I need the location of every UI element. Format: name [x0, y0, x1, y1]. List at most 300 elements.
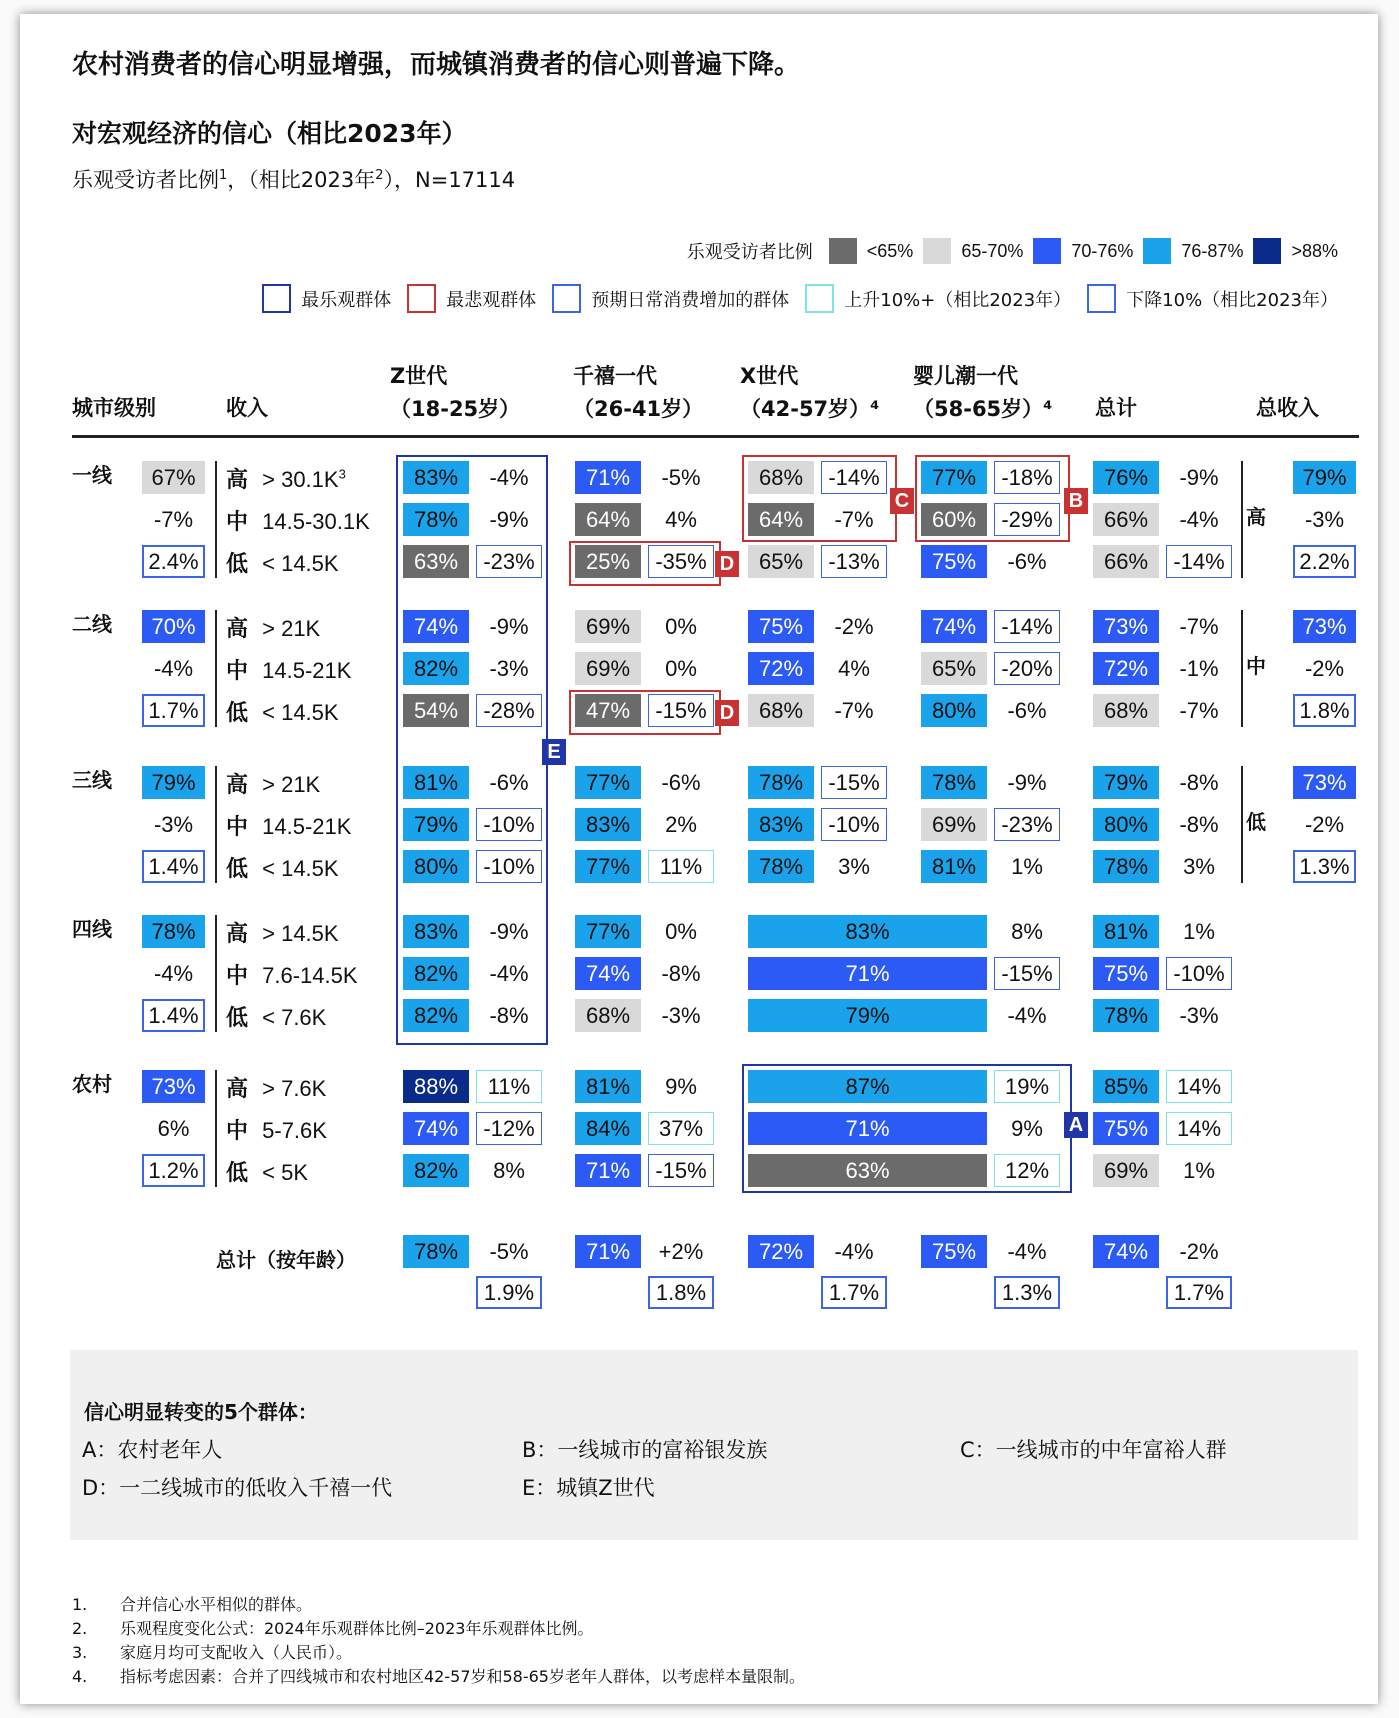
legend-swatch	[1143, 238, 1171, 264]
value-cell: 76%	[1093, 461, 1159, 494]
merged-value-bar: 71%	[748, 957, 987, 990]
change-cell: -15%	[821, 766, 887, 799]
value-cell: 85%	[1093, 1070, 1159, 1103]
tier-value-cell: 70%	[142, 610, 205, 643]
change-cell: -7%	[834, 506, 874, 532]
change-cell: -10%	[821, 808, 887, 841]
value-cell: 64%	[575, 503, 641, 536]
income-group-value: 79%	[1293, 461, 1356, 494]
value-cell: 78%	[1093, 850, 1159, 883]
income-row-label	[226, 917, 339, 948]
chart-title: 对宏观经济的信心（相比2023年）	[72, 119, 467, 148]
total-change-cell: -4%	[1007, 1238, 1047, 1264]
change-cell: -9%	[489, 613, 529, 639]
tier-spend-cell: 1.7%	[142, 694, 205, 727]
totals-by-age-label: 总计（按年龄）	[216, 1248, 356, 1272]
change-cell: 14%	[1166, 1112, 1232, 1145]
legend-label: 最悲观群体	[446, 289, 537, 311]
income-row-label	[226, 612, 320, 643]
value-cell: 72%	[748, 652, 814, 685]
legend-scale-item	[1143, 238, 1243, 264]
total-spend-cell: 1.7%	[1166, 1276, 1232, 1309]
value-cell: 74%	[403, 1112, 469, 1145]
total-change-cell: -4%	[834, 1238, 874, 1264]
change-cell: -7%	[834, 697, 874, 723]
change-cell: -3%	[489, 655, 529, 681]
change-cell: -2%	[834, 613, 874, 639]
value-cell: 69%	[575, 652, 641, 685]
tier-change-cell: -3%	[153, 811, 194, 837]
legend-label: 下降10%（相比2023年）	[1126, 289, 1338, 311]
tier-spend-cell: 1.2%	[142, 1154, 205, 1187]
tier-change-cell: 6%	[157, 1115, 190, 1141]
value-cell: 77%	[575, 850, 641, 883]
note-e: E：城镇Z世代	[522, 1476, 655, 1500]
legend-label: 预期日常消费增加的群体	[591, 289, 790, 311]
change-cell: 8%	[1011, 918, 1043, 944]
total-change-cell: -2%	[1179, 1238, 1219, 1264]
value-cell: 68%	[748, 461, 814, 494]
value-cell: 71%	[575, 1154, 641, 1187]
value-cell: 68%	[575, 999, 641, 1032]
change-cell: 8%	[493, 1157, 525, 1183]
income-range: > 21K	[256, 772, 321, 797]
change-cell: -4%	[489, 464, 529, 490]
total-value-cell: 75%	[921, 1235, 987, 1268]
change-cell: -8%	[1179, 769, 1219, 795]
change-cell: -10%	[476, 850, 542, 883]
value-cell: 81%	[1093, 915, 1159, 948]
income-group-label: 高	[1246, 505, 1266, 529]
tier-divider	[215, 766, 217, 883]
income-level: 低	[226, 552, 249, 577]
tier-divider	[215, 461, 217, 578]
income-range: > 7.6K	[256, 1076, 327, 1101]
header-rule	[72, 435, 1359, 438]
legend-scale-item	[1253, 238, 1338, 264]
value-cell: 69%	[1093, 1154, 1159, 1187]
tier-spend-cell: 2.4%	[142, 545, 205, 578]
change-cell: 14%	[1166, 1070, 1232, 1103]
income-range: 14.5-21K	[256, 814, 352, 839]
legend-scale-label: 乐观受访者比例	[686, 242, 813, 263]
value-cell: 80%	[921, 694, 987, 727]
tier-value-cell: 73%	[142, 1070, 205, 1103]
income-level: 中	[226, 964, 249, 989]
legend-scale	[687, 238, 1338, 264]
change-cell: -4%	[1179, 506, 1219, 532]
total-spend-cell: 1.3%	[994, 1276, 1060, 1309]
group-e-box	[396, 455, 548, 1045]
income-level: 高	[226, 773, 249, 798]
legend-label: <65%	[866, 240, 914, 261]
income-level: 高	[226, 1077, 249, 1102]
tier-change-cell: -7%	[153, 506, 194, 532]
tier-change-cell: -4%	[153, 960, 194, 986]
group-c-marker: C	[890, 488, 914, 514]
change-cell: -6%	[661, 769, 701, 795]
value-cell: 72%	[1093, 652, 1159, 685]
income-level: 高	[226, 922, 249, 947]
value-cell: 78%	[748, 850, 814, 883]
income-level: 高	[226, 468, 249, 493]
group-d-box-2	[569, 690, 721, 735]
value-cell: 74%	[921, 610, 987, 643]
income-row-label	[226, 547, 339, 578]
income-group-change: -3%	[1304, 506, 1345, 532]
value-cell: 81%	[403, 766, 469, 799]
income-row-label	[226, 505, 370, 536]
legend-scale-item	[923, 238, 1023, 264]
value-cell: 69%	[575, 610, 641, 643]
total-change-cell: +2%	[658, 1238, 704, 1264]
change-cell: -14%	[821, 461, 887, 494]
value-cell: 82%	[403, 999, 469, 1032]
legend-box-item	[407, 284, 536, 313]
tier-name: 四线	[72, 917, 112, 941]
change-cell: -14%	[1166, 545, 1232, 578]
change-cell: 0%	[665, 655, 697, 681]
tier-name: 农村	[72, 1072, 112, 1096]
total-value-cell: 71%	[575, 1235, 641, 1268]
value-cell: 75%	[1093, 1112, 1159, 1145]
income-range: > 21K	[256, 616, 321, 641]
value-cell: 68%	[1093, 694, 1159, 727]
tier-divider	[215, 915, 217, 1032]
income-row-label	[226, 463, 346, 494]
note-c: C：一线城市的中年富裕人群	[960, 1438, 1227, 1462]
legend-label: >88%	[1291, 240, 1338, 261]
change-cell: 3%	[838, 853, 870, 879]
change-cell: 0%	[665, 918, 697, 944]
value-cell: 81%	[921, 850, 987, 883]
income-range: < 5K	[256, 1160, 308, 1185]
tier-name: 一线	[72, 463, 112, 487]
legend-box-swatch	[407, 284, 436, 313]
income-range: 7.6-14.5K	[256, 963, 358, 988]
legend-box-swatch	[262, 284, 291, 313]
income-row-label	[226, 696, 339, 727]
tier-name: 二线	[72, 612, 112, 636]
report-card	[20, 14, 1378, 1704]
value-cell: 74%	[403, 610, 469, 643]
income-range: 5-7.6K	[256, 1118, 327, 1143]
change-cell: -23%	[476, 545, 542, 578]
header-millennial: 千禧一代 （26-41岁）	[573, 364, 704, 421]
group-d-marker-1: D	[715, 551, 739, 577]
change-cell: -13%	[821, 545, 887, 578]
change-cell: -18%	[994, 461, 1060, 494]
value-cell: 75%	[921, 545, 987, 578]
change-cell: -5%	[661, 464, 701, 490]
income-group-divider	[1241, 610, 1243, 727]
income-group-spend: 1.3%	[1293, 850, 1356, 883]
change-cell: 19%	[994, 1070, 1060, 1103]
legend-label: 65-70%	[961, 240, 1024, 261]
chart-subtitle: 乐观受访者比例$^1$，（相比2023年$^2$），N=17114	[72, 168, 516, 192]
value-cell: 77%	[575, 915, 641, 948]
value-cell: 83%	[403, 461, 469, 494]
income-group-divider	[1241, 766, 1243, 883]
tier-value-cell: 67%	[142, 461, 205, 494]
group-b-box	[915, 455, 1070, 542]
change-cell: -6%	[1007, 548, 1047, 574]
legend-box-item	[1087, 284, 1338, 313]
value-cell: 75%	[748, 610, 814, 643]
change-cell: -7%	[1179, 613, 1219, 639]
income-level: 高	[226, 617, 249, 642]
value-cell: 88%	[403, 1070, 469, 1103]
change-cell: -8%	[1179, 811, 1219, 837]
value-cell: 71%	[575, 461, 641, 494]
income-level: 中	[226, 510, 249, 535]
value-cell: 77%	[921, 461, 987, 494]
change-cell: 37%	[648, 1112, 714, 1145]
change-cell: -8%	[661, 960, 701, 986]
change-cell: -3%	[661, 1002, 701, 1028]
tier-spend-cell: 1.4%	[142, 999, 205, 1032]
change-cell: -9%	[489, 918, 529, 944]
change-cell: -8%	[489, 1002, 529, 1028]
income-range: > 14.5K	[256, 921, 339, 946]
income-row-label	[226, 1114, 327, 1145]
header-city-level: 城市级别	[72, 396, 156, 420]
tier-value-cell: 79%	[142, 766, 205, 799]
change-cell: -28%	[476, 694, 542, 727]
footnote-2: 2. 乐观程度变化公式：2024年乐观群体比例–2023年乐观群体比例。	[72, 1619, 594, 1638]
change-cell: -6%	[1007, 697, 1047, 723]
income-row-label	[226, 1156, 308, 1187]
income-group-change: -2%	[1304, 811, 1345, 837]
merged-value-bar: 87%	[748, 1070, 987, 1103]
change-cell: -1%	[1179, 655, 1219, 681]
value-cell: 74%	[575, 957, 641, 990]
income-level: 低	[226, 1006, 249, 1031]
value-cell: 25%	[575, 545, 641, 578]
income-row-label	[226, 852, 339, 883]
value-cell: 73%	[1093, 610, 1159, 643]
change-cell: 2%	[665, 811, 697, 837]
total-spend-cell: 1.8%	[648, 1276, 714, 1309]
income-row-label	[226, 1001, 326, 1032]
note-a: A：农村老年人	[82, 1438, 223, 1462]
total-value-cell: 72%	[748, 1235, 814, 1268]
value-cell: 75%	[1093, 957, 1159, 990]
total-value-cell: 78%	[403, 1235, 469, 1268]
change-cell: 4%	[665, 506, 697, 532]
legend-box-swatch	[1087, 284, 1116, 313]
change-cell: -15%	[648, 1154, 714, 1187]
value-cell: 69%	[921, 808, 987, 841]
header-total-income: 总收入	[1256, 396, 1319, 420]
income-range: < 7.6K	[256, 1005, 327, 1030]
header-boomer: 婴儿潮一代 （58-65岁）⁴	[913, 364, 1053, 421]
group-d-marker-2: D	[715, 700, 739, 726]
income-level: 低	[226, 1161, 249, 1186]
header-total: 总计	[1095, 396, 1137, 420]
change-cell: 12%	[994, 1154, 1060, 1187]
legend-swatch	[923, 238, 951, 264]
change-cell: -29%	[994, 503, 1060, 536]
change-cell: -9%	[489, 506, 529, 532]
change-cell: -20%	[994, 652, 1060, 685]
value-cell: 63%	[403, 545, 469, 578]
income-level: 低	[226, 701, 249, 726]
change-cell: 4%	[838, 655, 870, 681]
change-cell: -14%	[994, 610, 1060, 643]
income-group-spend: 2.2%	[1293, 545, 1356, 578]
income-group-label: 低	[1246, 810, 1266, 834]
total-spend-cell: 1.9%	[476, 1276, 542, 1309]
value-cell: 60%	[921, 503, 987, 536]
value-cell: 65%	[921, 652, 987, 685]
change-cell: 1%	[1183, 918, 1215, 944]
value-cell: 83%	[575, 808, 641, 841]
change-cell: -15%	[994, 957, 1060, 990]
income-level: 中	[226, 815, 249, 840]
income-row-label	[226, 959, 358, 990]
value-cell: 78%	[1093, 999, 1159, 1032]
income-range: < 14.5K	[256, 856, 339, 881]
income-row-label	[226, 654, 351, 685]
value-cell: 83%	[748, 808, 814, 841]
legend-box-item	[262, 284, 391, 313]
change-cell: -10%	[1166, 957, 1232, 990]
legend-swatch	[1033, 238, 1061, 264]
value-cell: 78%	[403, 503, 469, 536]
value-cell: 80%	[1093, 808, 1159, 841]
tier-name: 三线	[72, 768, 112, 792]
legend-label: 最乐观群体	[301, 289, 392, 311]
merged-value-bar: 63%	[748, 1154, 987, 1187]
tier-value-cell: 78%	[142, 915, 205, 948]
value-cell: 82%	[403, 652, 469, 685]
change-cell: -9%	[1007, 769, 1047, 795]
value-cell: 79%	[1093, 766, 1159, 799]
footnote-4: 4. 指标考虑因素：合并了四线城市和农村地区42-57岁和58-65岁老年人群体，以考虑样本量限制。	[72, 1667, 805, 1686]
legend-box-swatch	[552, 284, 581, 313]
income-group-divider	[1241, 461, 1243, 578]
income-group-value: 73%	[1293, 766, 1356, 799]
income-row-label	[226, 810, 351, 841]
header-genz: Z世代 （18-25岁）	[390, 364, 521, 421]
merged-value-bar: 83%	[748, 915, 987, 948]
total-value-cell: 74%	[1093, 1235, 1159, 1268]
group-a-marker: A	[1064, 1112, 1088, 1138]
value-cell: 78%	[921, 766, 987, 799]
group-e-marker: E	[542, 739, 566, 765]
value-cell: 81%	[575, 1070, 641, 1103]
value-cell: 47%	[575, 694, 641, 727]
legend-box-item	[805, 284, 1071, 313]
income-group-spend: 1.8%	[1293, 694, 1356, 727]
value-cell: 79%	[403, 808, 469, 841]
change-cell: -10%	[476, 808, 542, 841]
merged-value-bar: 71%	[748, 1112, 987, 1145]
tier-spend-cell: 1.4%	[142, 850, 205, 883]
change-cell: 11%	[476, 1070, 542, 1103]
income-footnote-ref: 3	[338, 466, 346, 482]
legend-swatch	[829, 238, 857, 264]
tier-change-cell: -4%	[153, 655, 194, 681]
change-cell: -35%	[648, 545, 714, 578]
note-b: B：一线城市的富裕银发族	[522, 1438, 768, 1462]
group-a-box	[742, 1064, 1072, 1193]
value-cell: 82%	[403, 957, 469, 990]
value-cell: 80%	[403, 850, 469, 883]
notes-title: 信心明显转变的5个群体：	[84, 1400, 318, 1424]
legend-label: 70-76%	[1071, 240, 1134, 261]
legend-box-swatch	[805, 284, 834, 313]
income-row-label	[226, 768, 320, 799]
value-cell: 65%	[748, 545, 814, 578]
change-cell: -9%	[1179, 464, 1219, 490]
change-cell: -6%	[489, 769, 529, 795]
change-cell: 0%	[665, 613, 697, 639]
income-level: 低	[226, 857, 249, 882]
change-cell: -23%	[994, 808, 1060, 841]
legend-label: 上升10%+（相比2023年）	[844, 289, 1072, 311]
change-cell: 1%	[1183, 1157, 1215, 1183]
value-cell: 66%	[1093, 503, 1159, 536]
header-income: 收入	[226, 396, 268, 420]
header-genx: X世代 （42-57岁）⁴	[740, 364, 880, 421]
value-cell: 84%	[575, 1112, 641, 1145]
headline: 农村消费者的信心明显增强，而城镇消费者的信心则普遍下降。	[72, 50, 801, 80]
income-level: 中	[226, 659, 249, 684]
change-cell: 11%	[648, 850, 714, 883]
value-cell: 54%	[403, 694, 469, 727]
change-cell: 9%	[1011, 1115, 1043, 1141]
income-range: < 14.5K	[256, 700, 339, 725]
legend-scale-item	[829, 238, 914, 264]
change-cell: -12%	[476, 1112, 542, 1145]
legend-label: 76-87%	[1181, 240, 1244, 261]
legend-scale-item	[1033, 238, 1133, 264]
total-change-cell: -5%	[489, 1238, 529, 1264]
footnote-3: 3. 家庭月均可支配收入（人民币）。	[72, 1643, 353, 1662]
group-b-marker: B	[1064, 488, 1088, 514]
income-group-label: 中	[1246, 654, 1266, 678]
change-cell: -7%	[1179, 697, 1219, 723]
total-spend-cell: 1.7%	[821, 1276, 887, 1309]
income-range: < 14.5K	[256, 551, 339, 576]
legend-boxes	[262, 284, 1338, 313]
legend-swatch	[1253, 238, 1281, 264]
notes-panel	[70, 1350, 1358, 1540]
change-cell: -15%	[648, 694, 714, 727]
change-cell: -4%	[489, 960, 529, 986]
change-cell: 9%	[665, 1073, 697, 1099]
income-range: > 30.1K	[256, 467, 339, 492]
change-cell: 1%	[1011, 853, 1043, 879]
value-cell: 66%	[1093, 545, 1159, 578]
value-cell: 82%	[403, 1154, 469, 1187]
note-d: D：一二线城市的低收入千禧一代	[82, 1476, 393, 1500]
group-c-box	[742, 455, 897, 542]
income-row-label	[226, 1072, 326, 1103]
income-group-change: -2%	[1304, 655, 1345, 681]
change-cell: -4%	[1007, 1002, 1047, 1028]
value-cell: 83%	[403, 915, 469, 948]
tier-divider	[215, 610, 217, 727]
value-cell: 68%	[748, 694, 814, 727]
income-group-value: 73%	[1293, 610, 1356, 643]
group-d-box-1	[569, 541, 721, 586]
change-cell: 3%	[1183, 853, 1215, 879]
income-range: 14.5-21K	[256, 658, 352, 683]
merged-value-bar: 79%	[748, 999, 987, 1032]
